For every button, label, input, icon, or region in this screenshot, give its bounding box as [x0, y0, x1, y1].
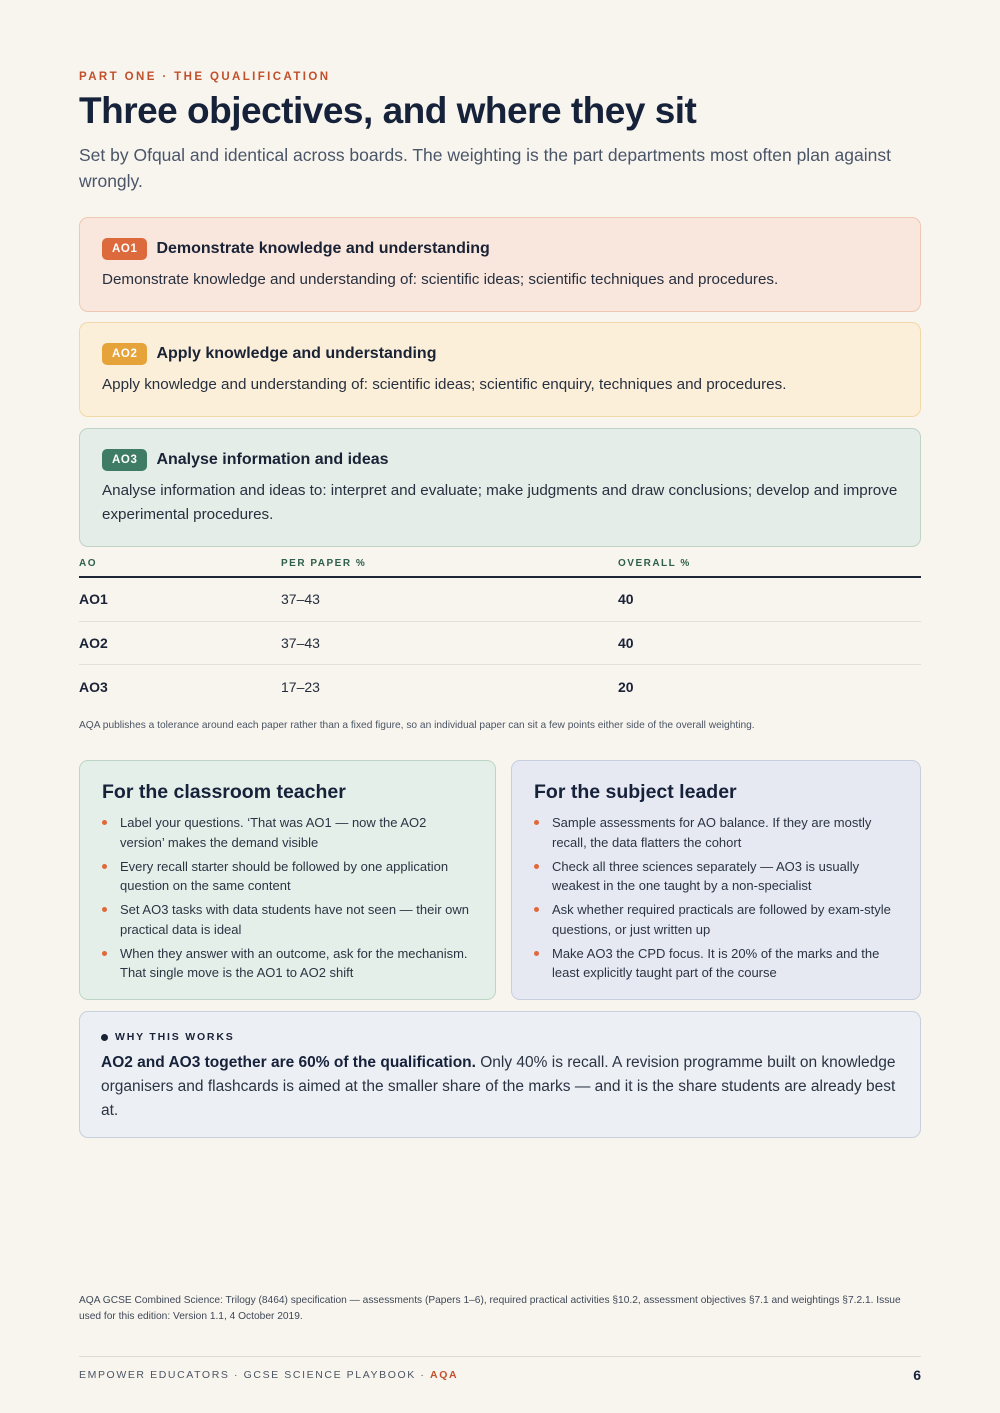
list-item-text: When they answer with an outcome, ask for the mechanism. That single move is the AO1 to AO2 shift [120, 945, 468, 980]
list-item [102, 900, 473, 939]
subject-leader-title: For the subject leader [534, 781, 737, 803]
ao1-title: Demonstrate knowledge and understanding [156, 240, 490, 257]
dot-icon [101, 1034, 108, 1041]
row-overall: 40 [618, 634, 634, 651]
bullet-icon [102, 820, 107, 825]
why-this-works-callout [79, 1011, 921, 1138]
bullet-icon [534, 951, 539, 956]
ao3-card-header [102, 448, 898, 472]
section-eyebrow: PART ONE · THE QUALIFICATION [79, 71, 331, 83]
header-overall: OVERALL % [618, 558, 691, 569]
ao2-title: Apply knowledge and understanding [156, 345, 437, 362]
list-item [102, 944, 473, 983]
bullet-icon [102, 864, 107, 869]
list-item-text: Label your questions. ‘That was AO1 — now the AO2 version’ makes the demand visible [120, 815, 427, 850]
ao2-card [79, 322, 921, 417]
why-lead: AO2 and AO3 together are 60% of the qualification. [101, 1054, 476, 1071]
table-row [79, 665, 921, 709]
footer-publication [79, 1369, 458, 1381]
ao1-card [79, 217, 921, 312]
table-row [79, 622, 921, 666]
subject-leader-card [511, 760, 921, 1000]
ao1-description: Demonstrate knowledge and understanding of: scientific ideas; scientific techniques and procedures. [102, 271, 779, 288]
bullet-icon [534, 820, 539, 825]
ao3-badge: AO3 [102, 449, 147, 471]
page-footer [79, 1356, 921, 1383]
list-item-text: Sample assessments for AO balance. If they are mostly recall, the data flatters the cohort [552, 815, 872, 850]
table-row [79, 578, 921, 622]
row-ao: AO2 [79, 634, 108, 651]
why-text [101, 1051, 899, 1123]
subject-leader-list [534, 813, 898, 983]
ao1-badge: AO1 [102, 238, 147, 260]
list-item [102, 857, 473, 896]
row-ao: AO3 [79, 678, 108, 695]
bullet-icon [534, 864, 539, 869]
footer-board: AQA [430, 1369, 459, 1381]
classroom-teacher-title: For the classroom teacher [102, 781, 346, 803]
bullet-icon [102, 907, 107, 912]
row-per-paper: 37–43 [281, 591, 320, 608]
row-per-paper: 17–23 [281, 678, 320, 695]
ao3-description: Analyse information and ideas to: interpret and evaluate; make judgments and draw conclusions; develop and improve experimental procedures. [102, 482, 898, 523]
page [79, 0, 921, 1413]
why-body: Only 40% is recall. A revision programme built on knowledge organisers and flashcards is aimed at the smaller share of the marks — and it is the share students are already best at. [101, 1054, 896, 1119]
list-item [102, 813, 473, 852]
row-overall: 40 [618, 591, 634, 608]
ao2-description: Apply knowledge and understanding of: scientific ideas; scientific enquiry, techniques and procedures. [102, 376, 787, 393]
list-item-text: Set AO3 tasks with data students have not seen — their own practical data is ideal [120, 902, 470, 937]
weightings-note: AQA publishes a tolerance around each paper rather than a fixed figure, so an individual paper can sit a few points either side of the overall weighting. [79, 720, 755, 731]
classroom-teacher-list [102, 813, 473, 983]
page-number: 6 [913, 1367, 921, 1383]
weightings-header-row [79, 553, 921, 578]
bullet-icon [534, 907, 539, 912]
row-per-paper: 37–43 [281, 634, 320, 651]
row-overall: 20 [618, 678, 634, 695]
header-ao: AO [79, 558, 97, 569]
list-item [534, 813, 898, 852]
list-item [534, 857, 898, 896]
row-ao: AO1 [79, 591, 108, 608]
ao3-card [79, 428, 921, 547]
header-per-paper: PER PAPER % [281, 558, 367, 569]
list-item [534, 944, 898, 983]
page-title: Three objectives, and where they sit [79, 90, 697, 131]
ao2-card-header [102, 342, 898, 366]
list-item-text: Make AO3 the CPD focus. It is 20% of the marks and the least explicitly taught part of the course [552, 945, 880, 980]
ao3-title: Analyse information and ideas [156, 451, 389, 468]
ao1-card-header [102, 237, 898, 261]
page-subtitle: Set by Ofqual and identical across boards. The weighting is the part departments most often plan against wrongly. [79, 145, 891, 191]
why-label: WHY THIS WORKS [115, 1031, 235, 1043]
why-label-row [101, 1031, 899, 1043]
list-item-text: Every recall starter should be followed by one application question on the same content [120, 858, 449, 893]
list-item-text: Check all three sciences separately — AO3 is usually weakest in the one taught by a non-specialist [552, 858, 860, 893]
classroom-teacher-card [79, 760, 496, 1000]
list-item [534, 900, 898, 939]
source-note: AQA GCSE Combined Science: Trilogy (8464) specification — assessments (Papers 1–6), required practical activities §10.2, assessment objectives §7.1 and weightings §7.2.1. Issue used for this edition: Version 1.1, 4 October 2019. [79, 1295, 901, 1322]
weightings-table [79, 553, 921, 709]
list-item-text: Ask whether required practicals are followed by exam-style questions, or just written up [552, 902, 891, 937]
footer-series: EMPOWER EDUCATORS · GCSE SCIENCE PLAYBOOK · [79, 1369, 431, 1381]
bullet-icon [102, 951, 107, 956]
ao2-badge: AO2 [102, 343, 147, 365]
